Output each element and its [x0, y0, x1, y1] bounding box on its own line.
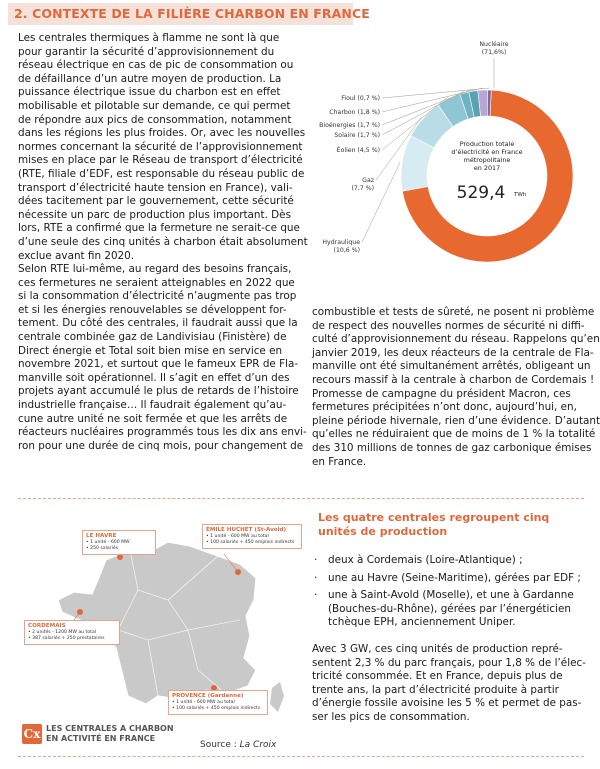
la-croix-logo: Cx	[22, 724, 42, 744]
chart-svg	[302, 36, 600, 276]
text-line: pour garantir la sécurité d’approvisionnement du	[18, 45, 275, 58]
text-line: novembre 2021, et surtout que le fameux EPR de Fla-	[18, 358, 299, 371]
slice-label: Éolien (4,5 %)	[336, 147, 380, 154]
slice-label: Fioul (0,7 %)	[341, 95, 380, 102]
text-line: manville soit opérationnel. Il s’agit en effet d’un des	[18, 371, 290, 384]
slice-label: Solaire (1,7 %)	[334, 132, 380, 139]
text-line: transport d’électricité haute tension en France), vali-	[18, 181, 293, 194]
site-name: LE HAVRE	[86, 533, 117, 539]
chart-center-title: Production totale d’électricité en France métropolitaine en 2017	[451, 140, 523, 172]
text-line: si la consommation d’électricité n’augmente pas trop	[18, 290, 297, 303]
text-line: janvier 2019, les deux réacteurs de la centrale de Fla-	[312, 346, 594, 359]
list-item	[312, 589, 584, 630]
site-detail: • 250 salariés	[86, 546, 119, 551]
map-caption-line: EN ACTIVITÉ EN FRANCE	[46, 734, 156, 743]
left-text-column	[18, 32, 308, 453]
text-line: en France.	[312, 455, 367, 468]
text-line: Promesse de campagne du président Macron, ces	[312, 387, 571, 400]
text-line: recours massif à la centrale à charbon de Cordemais !	[312, 373, 595, 386]
text-line: des 310 millions de tonnes de gaz carbonique émises	[312, 441, 592, 454]
text-line: Les centrales thermiques à flamme ne sont là que	[18, 32, 280, 44]
site-detail: • 1 unité - 600 MW au total	[172, 700, 235, 705]
text-line: d’énergie fossile avoisine les 5 % et permet de pas-	[312, 697, 582, 710]
section-divider	[18, 498, 584, 499]
site-box-le-havre	[82, 530, 156, 555]
slice-label: Charbon (1,8 %)	[329, 109, 380, 116]
site-name: ÉMILE HUCHET (St-Avold)	[206, 527, 287, 533]
text-line: lors, RTE a confirmé que la fermeture ne serait-ce que	[18, 222, 300, 235]
text-line: nécessite un parc de production plus important. Dès	[18, 208, 291, 221]
right-text-column	[312, 306, 600, 469]
text-line: de répondre aux pics de consommation, notamment	[18, 113, 292, 126]
text-line: mobilisable et pilotable sur demande, ce qui permet	[18, 99, 291, 112]
plants-list	[312, 554, 584, 634]
text-line: Selon RTE lui-même, au regard des besoins français,	[18, 263, 292, 276]
site-detail: • 100 salariés + 450 emplois indirects	[172, 706, 261, 711]
bullet: ·	[314, 554, 318, 566]
corsica-outline	[270, 682, 284, 712]
site-box-provence	[168, 690, 268, 715]
summary-paragraph	[312, 643, 584, 725]
text-line: exclue avant fin 2020.	[18, 249, 135, 262]
section-subheading: Les quatre centrales regroupent cinq unités de production	[318, 511, 550, 538]
bullet: ·	[314, 571, 318, 584]
slice-label: Bioénergies (1,7 %)	[319, 122, 380, 129]
text-line: Avec 3 GW, ces cinq unités de production repré-	[312, 643, 563, 655]
text-line: (RTE, filiale d’EDF, est responsable du réseau public de	[18, 167, 305, 180]
electricity-production-donut-chart	[302, 36, 600, 276]
summary-paragraph-block	[312, 643, 584, 725]
site-name: CORDEMAIS	[28, 623, 66, 629]
site-box-cordemais	[24, 620, 120, 645]
source-prefix: Source :	[200, 740, 240, 750]
site-name: PROVENCE (Gardanne)	[172, 693, 244, 699]
text-line: normes concernant la sécurité de l’approvisionnement	[18, 140, 303, 153]
bottom-divider	[18, 756, 584, 757]
right-paragraph	[312, 306, 600, 469]
site-detail: • 2 unités - 1200 MW au total	[28, 630, 97, 635]
text-line: industrielle française… Il faudrait également qu’au-	[18, 399, 287, 412]
chart-center-value: 529,4	[456, 183, 506, 203]
map-caption	[46, 724, 174, 744]
text-line: Direct énergie et Total soit bien mise en service en	[18, 344, 283, 357]
bullet: ·	[314, 589, 318, 602]
source-name: La Croix	[239, 740, 277, 750]
list-item-text: deux à Cordemais (Loire-Atlantique) ;	[328, 554, 523, 566]
france-coal-plants-map	[18, 520, 302, 720]
text-line: tement. Du côté des centrales, il faudrait aussi que la	[18, 317, 298, 330]
site-detail: • 387 salariés + 250 prestataires	[28, 636, 105, 641]
text-line: et si les énergies renouvelables se développent for-	[18, 303, 287, 316]
text-line: projets ayant accumulé le plus de retards de l’histoire	[18, 385, 299, 398]
text-line: ser les pics de consommation.	[312, 710, 470, 723]
site-detail: • 1 unité - 600 MW au total	[206, 534, 269, 539]
list-item	[312, 572, 584, 586]
site-detail: • 1 unité - 600 MW	[86, 540, 130, 545]
slice-label: Gaz (7,7 %)	[351, 177, 374, 192]
list-item-text: une au Havre (Seine-Maritime), gérées par EDF ;	[328, 571, 581, 584]
text-line: réacteurs nucléaires programmés tous les dix ans envi-	[18, 426, 307, 439]
text-line: mises en place par le Réseau de transport d’électricité	[18, 154, 303, 167]
list-item-text: une à Saint-Avold (Moselle), et une à Gardanne (Bouches-du-Rhône), gérées par l’énergéticien tchèque EPH, anciennement Uniper.	[328, 589, 574, 629]
text-line: de respect des nouvelles normes de sécurité ni diffi-	[312, 319, 585, 332]
text-line: ces fermetures ne seraient atteignables en 2022 que	[18, 276, 295, 289]
text-line: réseau électrique en cas de pic de consommation ou	[18, 59, 294, 72]
text-line: pleine période hivernale, rien d’une évidence. D’autant	[312, 414, 600, 427]
leader-line	[362, 162, 400, 242]
text-line: centrale combinée gaz de Landivisiau (Finistère) de	[18, 331, 287, 344]
site-box-saint-avold	[202, 524, 302, 549]
section-title: 2. CONTEXTE DE LA FILIÈRE CHARBON EN FRANCE	[14, 6, 370, 21]
chart-center-unit: TWh	[514, 192, 527, 198]
slice-label: Hydraulique (10,6 %)	[322, 239, 360, 254]
left-paragraph	[18, 32, 308, 453]
text-line: fermetures précipitées n’ont donc, aujourd’hui, en,	[312, 401, 577, 414]
text-line: tricité consommée. Et en France, depuis plus de	[312, 670, 563, 683]
text-line: dans les régions les plus froides. Or, avec les nouvelles	[18, 127, 306, 140]
text-line: ron pour une durée de cinq mois, pour changement de	[18, 439, 304, 452]
map-source	[200, 740, 276, 750]
text-line: cune autre unité ne soit fermée et que les arrêts de	[18, 412, 288, 425]
text-line: de défaillance d’un autre moyen de production. La	[18, 72, 282, 85]
list-item	[312, 554, 584, 568]
text-line: puissance électrique issue du charbon est en effet	[18, 86, 281, 99]
text-line: dées tacitement par le gouvernement, cette sécurité	[18, 195, 294, 208]
text-line: d’une seule des cinq unités à charbon était absolument	[18, 235, 308, 248]
slice-label: Nucléaire (71,6%)	[479, 41, 509, 56]
map-caption-line: LES CENTRALES A CHARBON	[46, 724, 174, 733]
text-line: trente ans, la part d’électricité produite à partir	[312, 683, 559, 696]
text-line: manville ont été simultanément arrêtés, obligeant un	[312, 360, 591, 373]
text-line: qu’elles ne réduiraient que de moins de 1 % la totalité	[312, 428, 596, 441]
text-line: culté d’approvisionnement du réseau. Rappelons qu’en	[312, 333, 600, 346]
text-line: combustible et tests de sûreté, ne posent ni problème	[312, 306, 595, 318]
site-detail: • 100 salariés + 450 emplois indirects	[206, 540, 295, 545]
text-line: sentent 2,3 % du parc français, pour 1,8 % de l’élec-	[312, 656, 586, 669]
